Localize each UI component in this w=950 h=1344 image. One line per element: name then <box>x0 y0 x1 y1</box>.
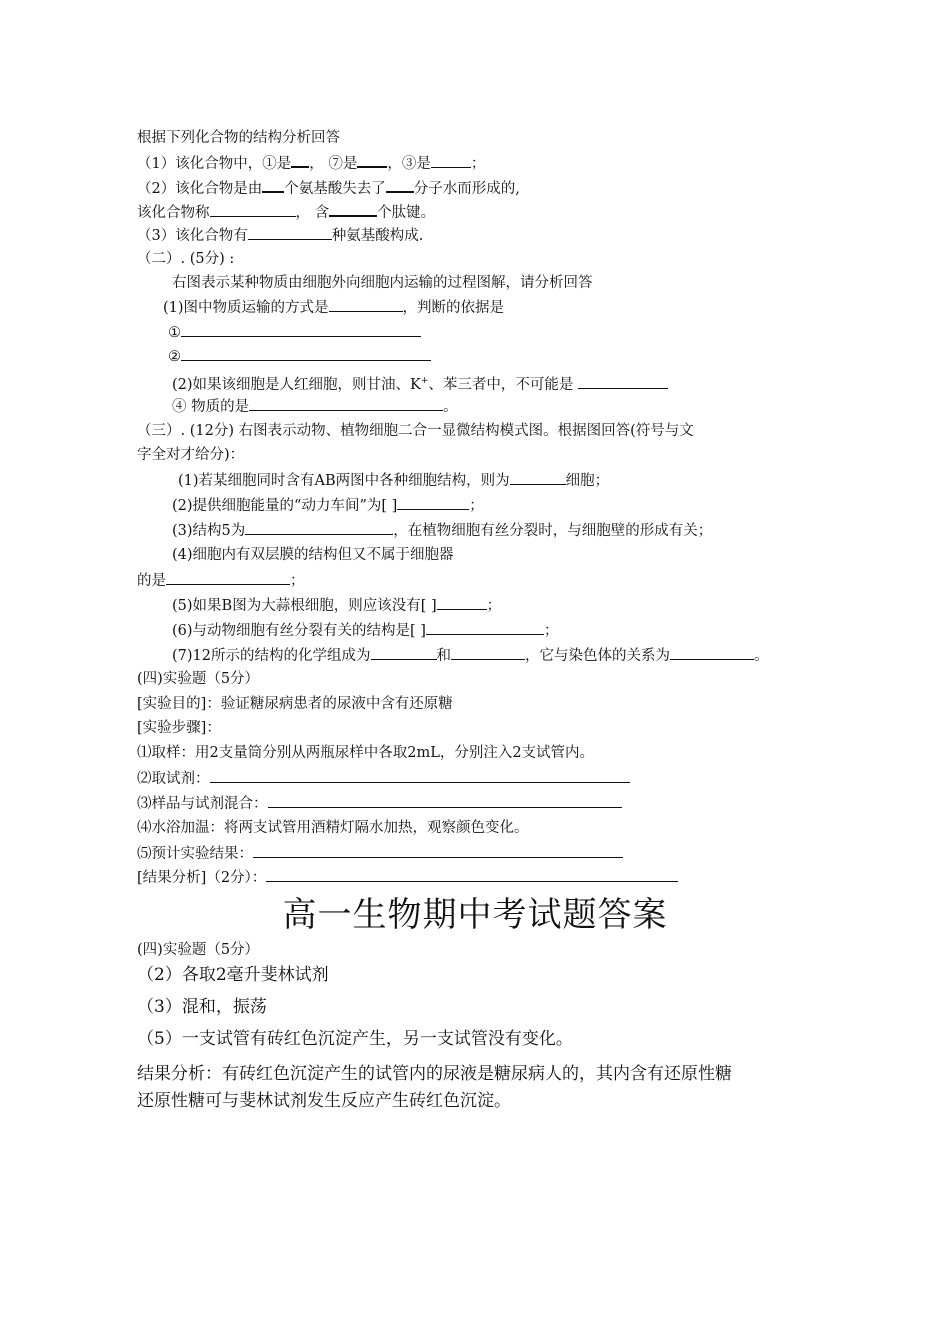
section3-q6: (6)与动物细胞有丝分裂有关的结构是[ ] ； <box>172 620 558 641</box>
section4-step2: ⑵取试剂： <box>137 768 630 789</box>
section3-heading-cont: 字全对才给分)： <box>137 447 245 463</box>
section2-q2: (2)如果该细胞是人红细胞，则甘油、K+、苯三者中，不可能是 <box>172 371 668 395</box>
q1-part1-line: （1）该化合物中，①是 ， ⑦是 ，③是 ； <box>137 152 485 174</box>
section3-q1: (1)若某细胞同时含有AB两图中各种细胞结构，则为 细胞； <box>178 470 609 491</box>
section2-q2b: ④ 物质的是 。 <box>172 396 458 417</box>
section2-blank2: ② <box>168 346 431 367</box>
section3-q4-cont: 的是 ； <box>137 570 305 591</box>
answer-heading: (四)实验题（5分） <box>137 942 260 958</box>
section4-analysis: [结果分析]（2分）： <box>137 867 678 888</box>
q1-part2-line: （2）该化合物是由 个氨基酸失去了 分子水而形成的, <box>137 177 520 199</box>
section2-heading: （二）. (5分) : <box>137 251 235 267</box>
section3-q4: (4)细胞内有双层膜的结构但又不属于细胞器 <box>172 547 454 563</box>
answer-item-2: （2）各取2毫升斐林试剂 <box>137 965 329 985</box>
section4-step1: ⑴取样：用2支量筒分别从两瓶尿样中各取2mL，分别注入2支试管内。 <box>137 745 595 761</box>
section4-aim: [实验目的]：验证糖尿病患者的尿液中含有还原糖 <box>137 696 453 712</box>
section3-q2: (2)提供细胞能量的“动力车间”为[ ] ； <box>172 495 484 516</box>
section4-heading: (四)实验题（5分） <box>137 671 260 687</box>
q1-part3-line: （3）该化合物有 种氨基酸构成. <box>137 225 423 246</box>
answer-title: 高一生物期中考试题答案 <box>282 895 668 935</box>
q1-part2b-line: 该化合物称 ， 含 个肽键。 <box>137 201 435 223</box>
answer-result-line2: 还原性糖可与斐林试剂发生反应产生砖红色沉淀。 <box>137 1091 511 1111</box>
answer-item-3: （3）混和，振荡 <box>137 997 267 1017</box>
section4-step3: ⑶样品与试剂混合： <box>137 793 622 814</box>
section2-blank1: ① <box>168 322 421 343</box>
section3-q7: (7)12所示的结构的化学组成为 和 ，它与染色体的关系为 。 <box>172 645 769 666</box>
answer-result-line1: 结果分析：有砖红色沉淀产生的试管内的尿液是糖尿病人的，其内含有还原性糖 <box>137 1064 732 1084</box>
section3-q5: (5)如果B图为大蒜根细胞，则应该没有[ ] ； <box>172 595 501 616</box>
section4-step5: ⑸预计实验结果： <box>137 843 623 864</box>
section4-steps-label: [实验步骤]： <box>137 720 221 736</box>
question-intro: 根据下列化合物的结构分析回答 <box>137 130 340 146</box>
section3-q3: (3)结构5为 ，在植物细胞有丝分裂时，与细胞壁的形成有关； <box>172 520 712 541</box>
section2-intro: 右图表示某种物质由细胞外向细胞内运输的过程图解，请分析回答 <box>172 275 593 291</box>
section4-step4: ⑷水浴加温：将两支试管用酒精灯隔水加热，观察颜色变化。 <box>137 820 529 836</box>
section3-heading: （三）. (12分) 右图表示动物、植物细胞二合一显微结构模式图。根据图回答(符号与文 <box>137 423 694 439</box>
section2-q1: (1)图中物质运输的方式是 ，判断的依据是 <box>163 297 504 318</box>
answer-item-5: （5）一支试管有砖红色沉淀产生，另一支试管没有变化。 <box>137 1029 573 1049</box>
